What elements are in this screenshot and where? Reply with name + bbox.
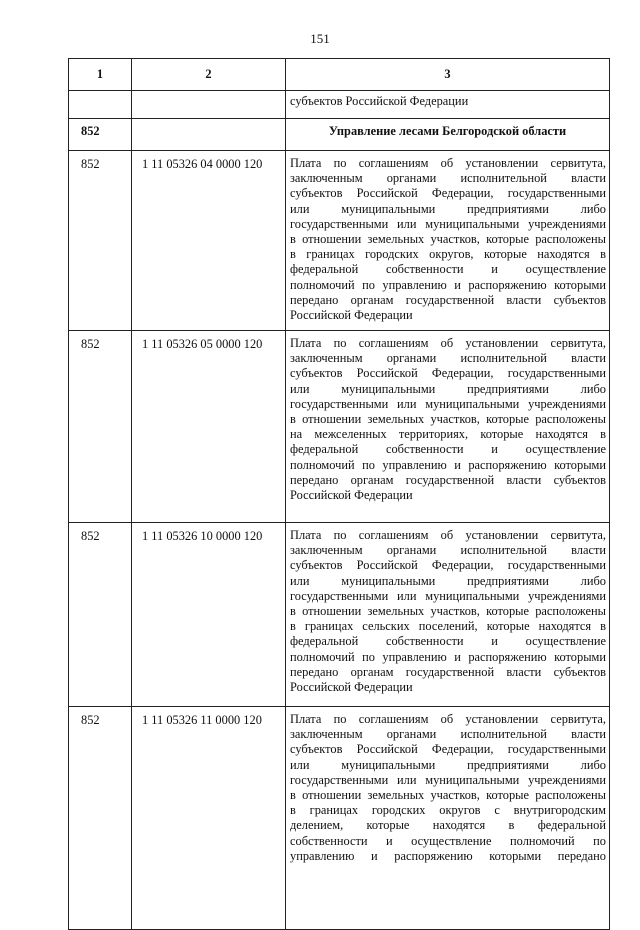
description-line: государственными или муниципальными учреждениями xyxy=(290,216,606,231)
description-line: или муниципальными предприятиями либо xyxy=(290,381,606,396)
description-line: передано органам государственной власти субъектов xyxy=(290,664,606,679)
description-line: субъектов Российской Федерации, государственными xyxy=(290,742,606,757)
description-line: или муниципальными предприятиями либо xyxy=(290,201,606,216)
description-line: или муниципальными предприятиями либо xyxy=(290,573,606,588)
description-line: государственными или муниципальными учреждениями xyxy=(290,396,606,411)
description-line: федеральной собственности и осуществление xyxy=(290,634,606,649)
continuation-text: субъектов Российской Федерации xyxy=(286,91,610,119)
admin-code: 852 xyxy=(69,331,132,523)
income-description xyxy=(286,523,610,707)
description-line: передано органам государственной власти субъектов xyxy=(290,292,606,307)
description-line: в отношении земельных участков, которые расположены xyxy=(290,604,606,619)
budget-classification-table xyxy=(68,58,610,930)
header-col-1: 1 xyxy=(69,59,132,91)
description-line: государственными или муниципальными учреждениями xyxy=(290,772,606,787)
income-description xyxy=(286,331,610,523)
description-line: полномочий по управлению и распоряжению которыми xyxy=(290,457,606,472)
description-line: Российской Федерации xyxy=(290,308,413,323)
table-row xyxy=(69,331,610,523)
description-line: федеральной собственности и осуществление xyxy=(290,262,606,277)
admin-code: 852 xyxy=(69,707,132,930)
income-description xyxy=(286,151,610,331)
description-line: управлению и распоряжению которыми передано xyxy=(290,848,606,863)
description-line: Плата по соглашениям об установлении сервитута, xyxy=(290,156,606,170)
header-col-2: 2 xyxy=(132,59,286,91)
section-admin-code: 852 xyxy=(69,119,132,151)
income-description xyxy=(286,707,610,930)
description-line: в границах сельских поселений, которые находятся в xyxy=(290,619,606,634)
income-code: 1 11 05326 10 0000 120 xyxy=(132,523,286,707)
description-line: в отношении земельных участков, которые расположены xyxy=(290,232,606,247)
description-line: Плата по соглашениям об установлении сервитута, xyxy=(290,336,606,350)
description-line: делением, которые находятся в федеральной xyxy=(290,818,606,833)
admin-code: 852 xyxy=(69,151,132,331)
table-row xyxy=(69,523,610,707)
admin-code: 852 xyxy=(69,523,132,707)
description-line: полномочий по управлению и распоряжению которыми xyxy=(290,649,606,664)
description-line: государственными или муниципальными учреждениями xyxy=(290,588,606,603)
description-line: в границах городских округов с внутригородским xyxy=(290,803,606,818)
description-line: или муниципальными предприятиями либо xyxy=(290,757,606,772)
description-line: субъектов Российской Федерации, государственными xyxy=(290,558,606,573)
section-title: Управление лесами Белгородской области xyxy=(286,119,610,151)
description-line: полномочий по управлению и распоряжению которыми xyxy=(290,277,606,292)
table-header-row xyxy=(69,59,610,91)
section-row xyxy=(69,119,610,151)
description-line: заключенным органами исполнительной власти xyxy=(290,351,606,366)
description-line: федеральной собственности и осуществление xyxy=(290,442,606,457)
description-line: Плата по соглашениям об установлении сервитута, xyxy=(290,712,606,726)
header-col-3: 3 xyxy=(286,59,610,91)
description-line: заключенным органами исполнительной власти xyxy=(290,543,606,558)
table-row xyxy=(69,151,610,331)
income-code: 1 11 05326 04 0000 120 xyxy=(132,151,286,331)
page-number: 151 xyxy=(310,31,330,46)
continuation-row xyxy=(69,91,610,119)
description-line: в отношении земельных участков, которые расположены xyxy=(290,788,606,803)
description-line: субъектов Российской Федерации, государственными xyxy=(290,366,606,381)
description-line: на межселенных территориях, которые находятся в xyxy=(290,427,606,442)
description-line: Плата по соглашениям об установлении сервитута, xyxy=(290,528,606,542)
description-line: заключенным органами исполнительной власти xyxy=(290,171,606,186)
description-line: субъектов Российской Федерации, государственными xyxy=(290,186,606,201)
description-line: собственности и осуществление полномочий по xyxy=(290,833,606,848)
table-row xyxy=(69,707,610,930)
income-code: 1 11 05326 11 0000 120 xyxy=(132,707,286,930)
income-code: 1 11 05326 05 0000 120 xyxy=(132,331,286,523)
description-line: передано органам государственной власти субъектов xyxy=(290,472,606,487)
description-line: заключенным органами исполнительной власти xyxy=(290,727,606,742)
description-line: Российской Федерации xyxy=(290,488,413,503)
description-line: в границах городских округов, которые находятся в xyxy=(290,247,606,262)
description-line: в отношении земельных участков, которые расположены xyxy=(290,412,606,427)
description-line: Российской Федерации xyxy=(290,680,413,695)
